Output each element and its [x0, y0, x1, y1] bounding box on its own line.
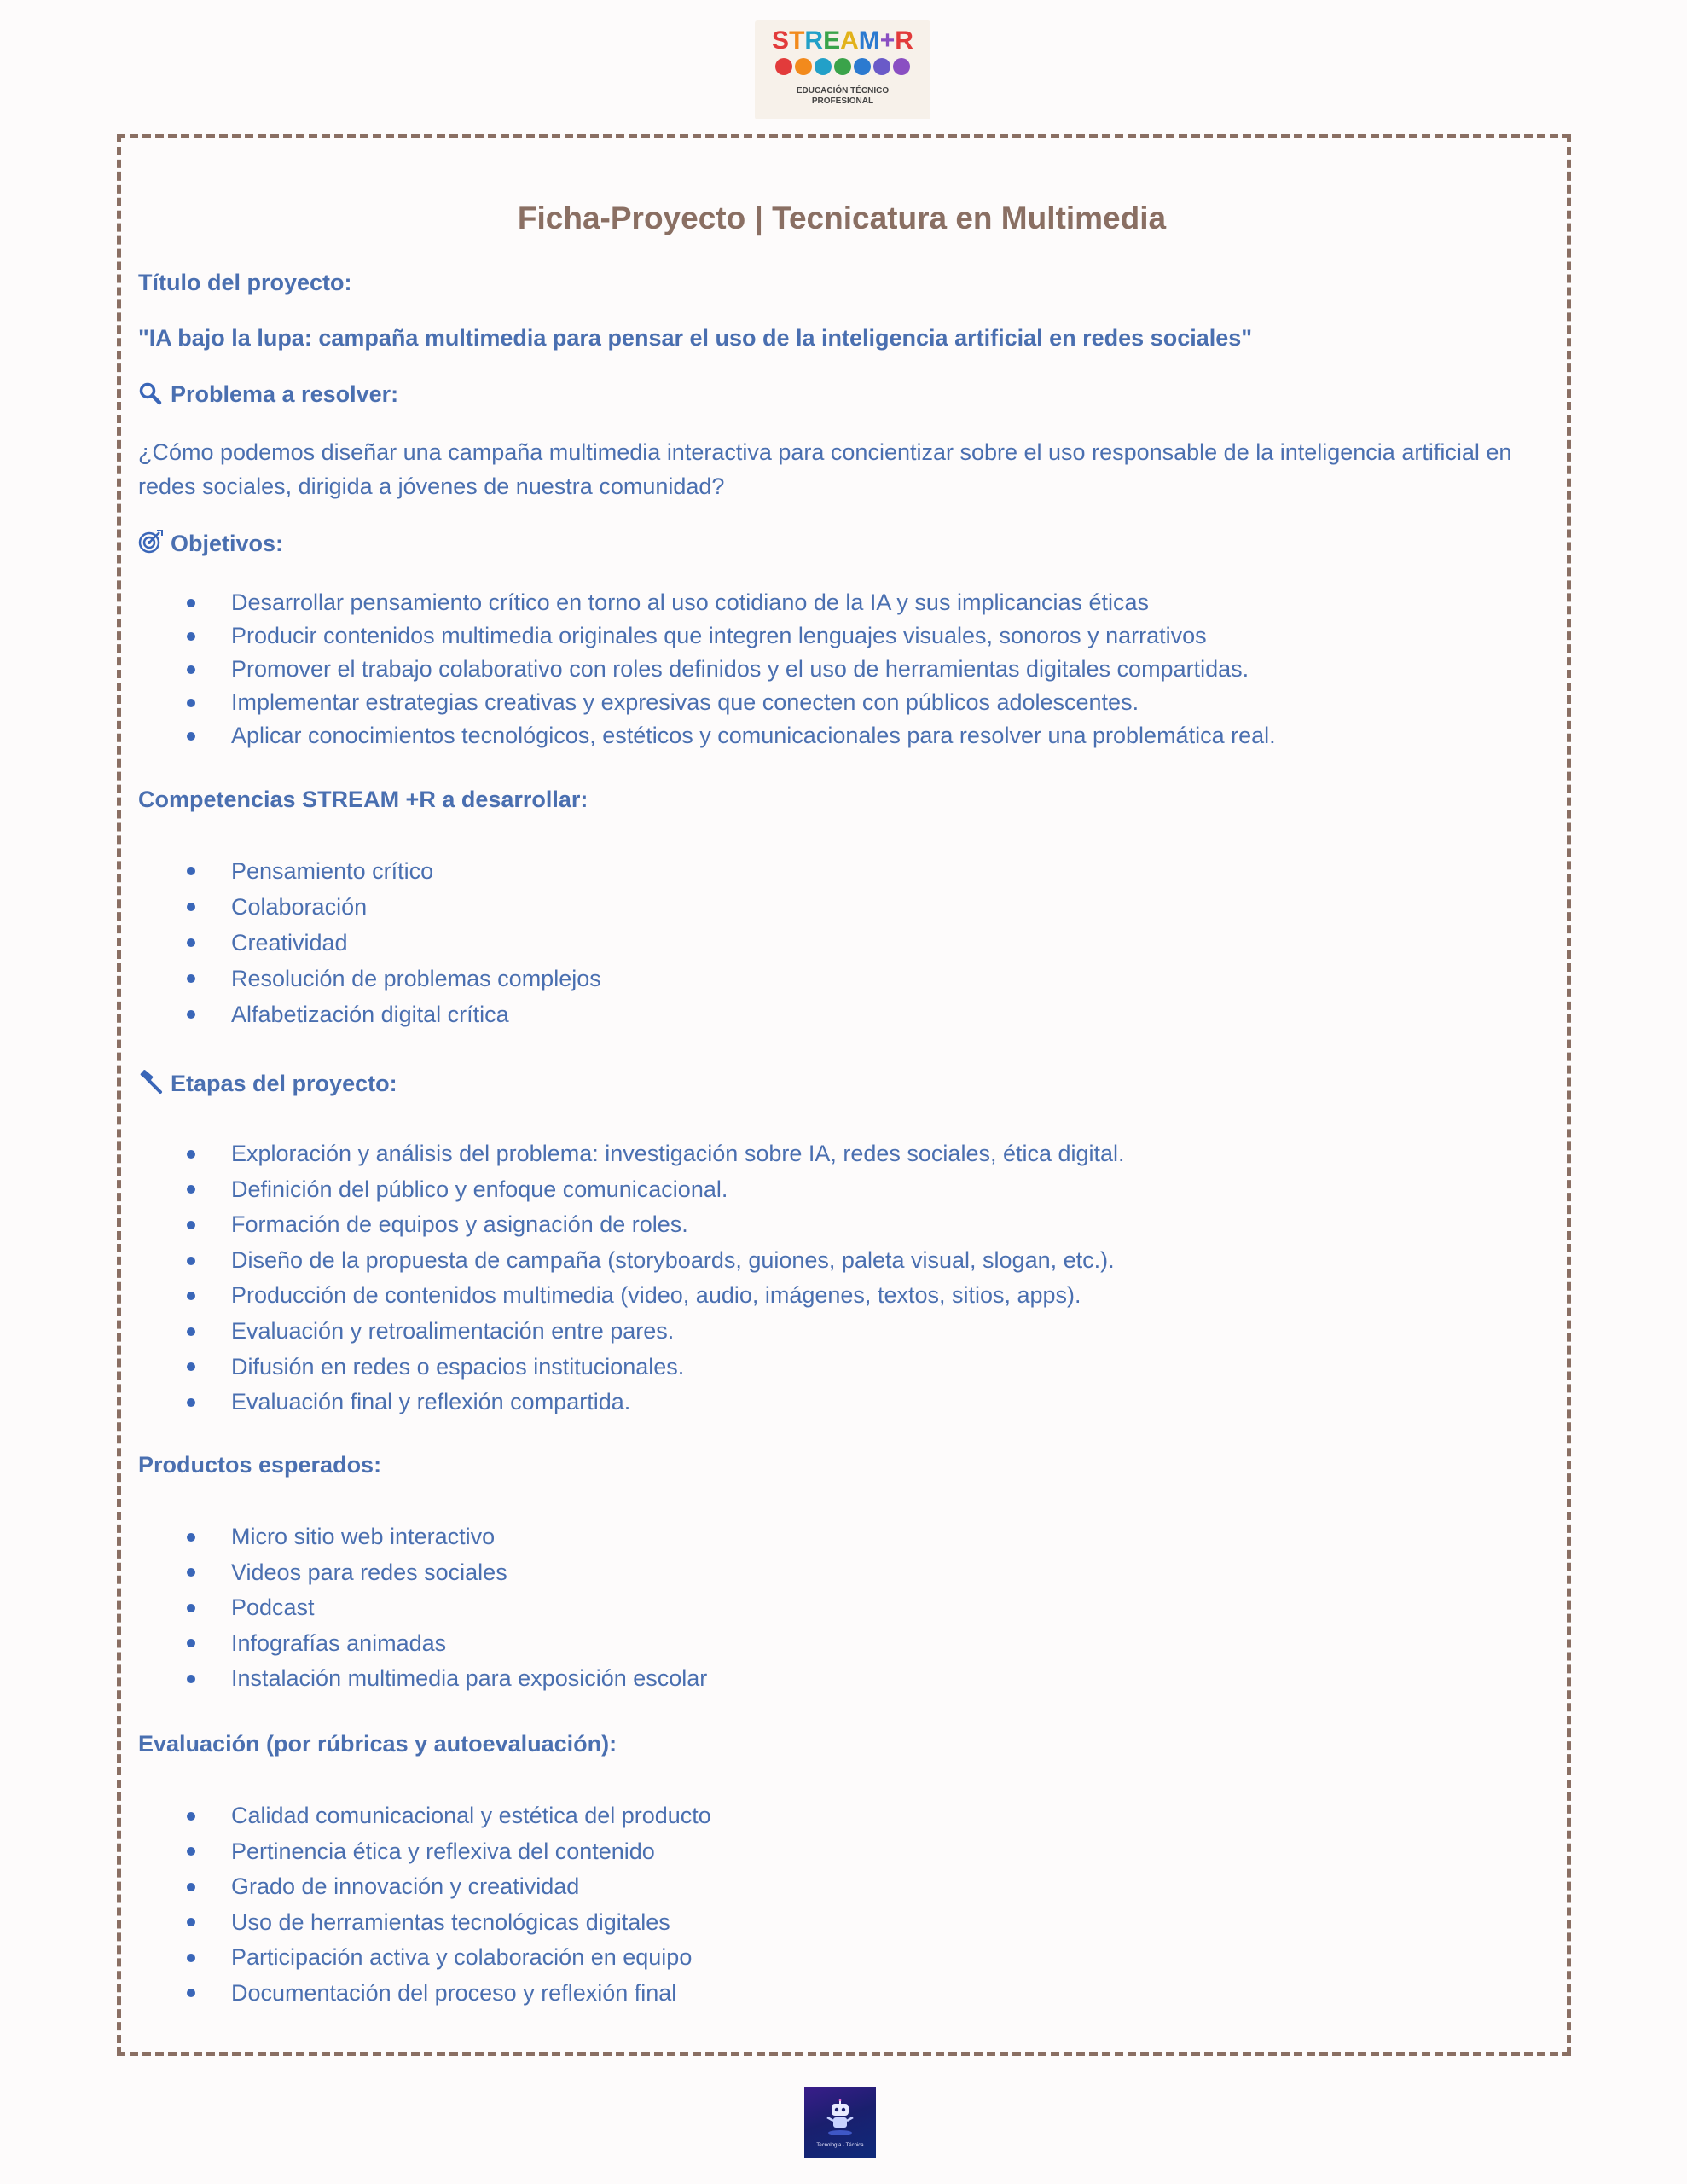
list-item: Desarrollar pensamiento crítico en torno al uso cotidiano de la IA y sus implicancias éticas: [138, 586, 1537, 619]
list-item: Calidad comunicacional y estética del producto: [138, 1798, 1537, 1834]
list-item: Infografías animadas: [138, 1626, 1537, 1662]
list-item: Videos para redes sociales: [138, 1555, 1537, 1591]
problem-text: ¿Cómo podemos diseñar una campaña multimedia interactiva para concientizar sobre el uso responsable de la inteligencia artificial en redes sociales, dirigida a jóvenes de nuestra comunidad?: [138, 439, 1512, 499]
hammer-icon: [138, 1069, 164, 1101]
objectives-label: Objetivos:: [171, 531, 284, 556]
list-item: Exploración y análisis del problema: investigación sobre IA, redes sociales, ética digital.: [138, 1136, 1537, 1172]
list-item: Formación de equipos y asignación de roles.: [138, 1207, 1537, 1243]
competencies-label: Competencias STREAM +R a desarrollar:: [138, 787, 588, 812]
footer-logo-caption: Tecnología · Técnica: [816, 2143, 864, 2148]
logo-discipline-circles: [755, 58, 930, 75]
problem-label: Problema a resolver:: [171, 381, 399, 407]
objectives-list: [138, 586, 1537, 752]
list-item: Evaluación y retroalimentación entre pares.: [138, 1314, 1537, 1350]
page-title: Ficha-Proyecto | Tecnicatura en Multimedia: [517, 200, 1167, 235]
logo-circle: [873, 58, 890, 75]
list-item: Diseño de la propuesta de campaña (storyboards, guiones, paleta visual, slogan, etc.).: [138, 1243, 1537, 1279]
list-item: Uso de herramientas tecnológicas digitales: [138, 1905, 1537, 1941]
logo-circle: [893, 58, 910, 75]
list-item: Resolución de problemas complejos: [138, 961, 1537, 996]
list-item: Promover el trabajo colaborativo con roles definidos y el uso de herramientas digitales compartidas.: [138, 653, 1537, 686]
list-item: Aplicar conocimientos tecnológicos, estéticos y comunicacionales para resolver una problemática real.: [138, 719, 1537, 752]
list-item: Documentación del proceso y reflexión final: [138, 1976, 1537, 2012]
list-item: Producción de contenidos multimedia (video, audio, imágenes, textos, sitios, apps).: [138, 1278, 1537, 1314]
logo-circle: [854, 58, 871, 75]
products-list: [138, 1519, 1537, 1697]
logo-circle: [815, 58, 832, 75]
project-title-label: Título del proyecto:: [138, 270, 352, 295]
list-item: Implementar estrategias creativas y expresivas que conecten con públicos adolescentes.: [138, 686, 1537, 719]
list-item: Podcast: [138, 1590, 1537, 1626]
evaluation-label: Evaluación (por rúbricas y autoevaluación):: [138, 1731, 617, 1757]
evaluation-list: [138, 1798, 1537, 2011]
robot-icon: [825, 2099, 855, 2136]
project-title-value: "IA bajo la lupa: campaña multimedia para pensar el uso de la inteligencia artificial en redes sociales": [138, 325, 1253, 351]
logo-wordmark: STREAM+R: [772, 26, 913, 55]
logo-subtitle: [755, 86, 930, 107]
stages-label: Etapas del proyecto:: [171, 1071, 397, 1096]
magnifier-icon: [138, 381, 164, 411]
problem-heading: [138, 381, 398, 411]
stages-heading: [138, 1069, 397, 1101]
competencies-list: [138, 853, 1537, 1032]
logo-circle: [834, 58, 851, 75]
logo-subtitle-line2: PROFESIONAL: [811, 96, 874, 106]
list-item: Colaboración: [138, 889, 1537, 925]
list-item: Evaluación final y reflexión compartida.: [138, 1385, 1537, 1420]
tecnologia-tecnica-logo: [804, 2087, 876, 2158]
list-item: Micro sitio web interactivo: [138, 1519, 1537, 1555]
list-item: Instalación multimedia para exposición escolar: [138, 1661, 1537, 1697]
logo-circle: [775, 58, 792, 75]
list-item: Grado de innovación y creatividad: [138, 1869, 1537, 1905]
list-item: Alfabetización digital crítica: [138, 996, 1537, 1032]
target-icon: [138, 529, 164, 561]
list-item: Creatividad: [138, 925, 1537, 961]
logo-discipline-labels: [755, 77, 930, 84]
list-item: Pertinencia ética y reflexiva del contenido: [138, 1834, 1537, 1870]
stages-list: [138, 1136, 1537, 1420]
list-item: Participación activa y colaboración en equipo: [138, 1940, 1537, 1976]
stream-r-logo: [755, 20, 930, 119]
logo-subtitle-line1: EDUCACIÓN TÉCNICO: [796, 86, 890, 96]
list-item: Difusión en redes o espacios institucionales.: [138, 1350, 1537, 1385]
list-item: Pensamiento crítico: [138, 853, 1537, 889]
list-item: Producir contenidos multimedia originales que integren lenguajes visuales, sonoros y narrativos: [138, 619, 1537, 653]
logo-circle: [795, 58, 812, 75]
products-label: Productos esperados:: [138, 1452, 382, 1478]
objectives-heading: [138, 529, 283, 561]
list-item: Definición del público y enfoque comunicacional.: [138, 1172, 1537, 1208]
